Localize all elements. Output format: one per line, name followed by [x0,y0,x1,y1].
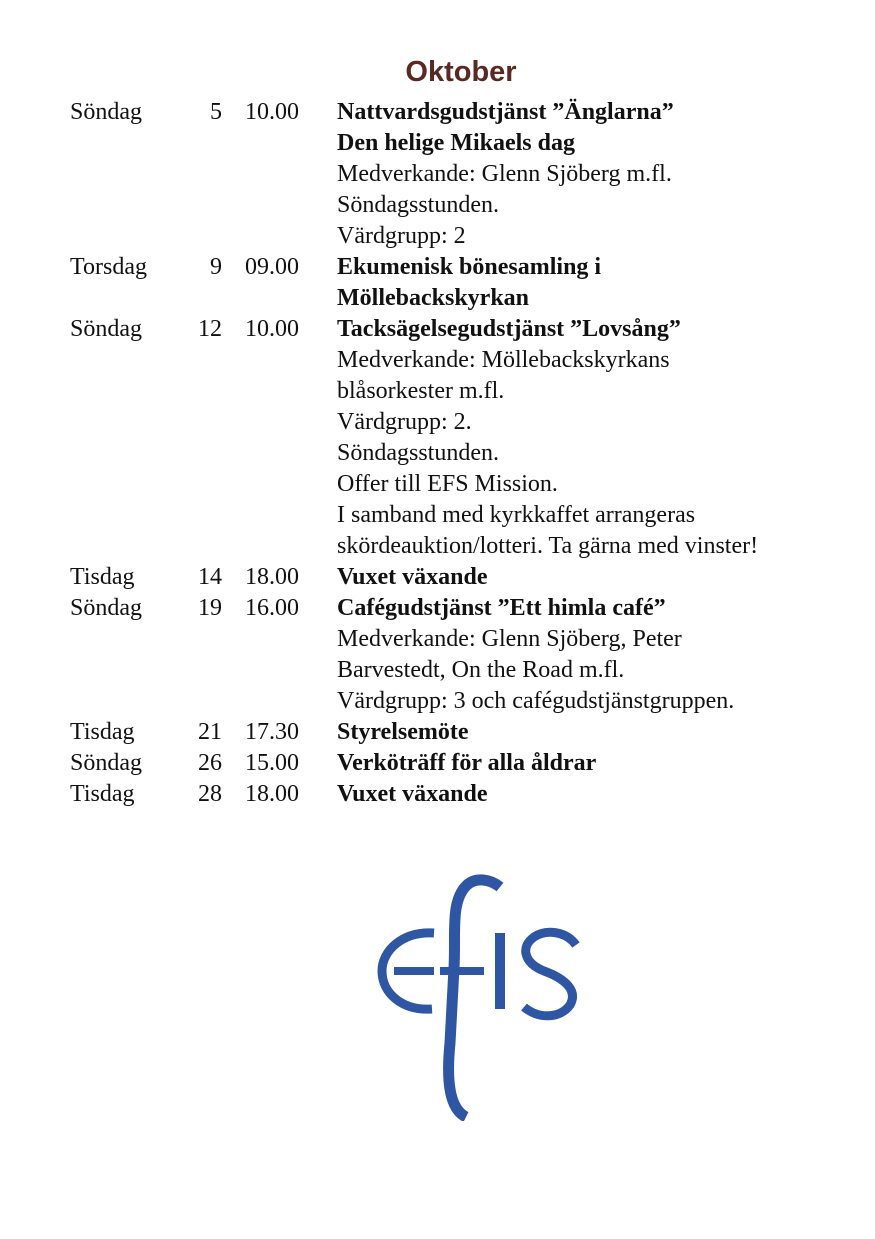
event-description [337,562,860,593]
event-detail-line: skördeauktion/lotteri. Ta gärna med vinster! [337,533,759,559]
event-date: 26 [198,750,222,776]
event-date: 14 [198,564,222,590]
event-description [337,717,860,748]
event-detail-line: Söndagsstunden. [337,440,499,466]
event-detail-line: Medverkande: Glenn Sjöberg, Peter [337,626,682,652]
event-day: Söndag [70,99,142,125]
event-day: Söndag [70,595,142,621]
event-day: Söndag [70,750,142,776]
event-title-line: Cafégudstjänst ”Ett himla café” [337,595,666,621]
event-day: Tisdag [70,719,135,745]
event-title-line: Nattvardsgudstjänst ”Änglarna” [337,99,674,125]
event-row [70,717,860,748]
event-detail-line: Söndagsstunden. [337,192,499,218]
event-detail-line: Barvestedt, On the Road m.fl. [337,657,625,683]
event-schedule [70,97,860,810]
event-time: 17.30 [245,719,299,745]
event-detail-line: Värdgrupp: 2 [337,223,466,249]
event-time: 16.00 [245,595,299,621]
event-date: 9 [210,254,222,280]
event-time: 15.00 [245,750,299,776]
event-time: 09.00 [245,254,299,280]
event-title-line: Ekumenisk bönesamling i [337,254,602,280]
event-date: 21 [198,719,222,745]
event-title-line: Tacksägelsegudstjänst ”Lovsång” [337,316,681,342]
event-detail-line: Offer till EFS Mission. [337,471,558,497]
event-detail-line: Värdgrupp: 2. [337,409,472,435]
event-date: 19 [198,595,222,621]
event-description [337,314,860,562]
event-detail-line: Värdgrupp: 3 och cafégudstjänstgruppen. [337,688,735,714]
event-row [70,593,860,717]
event-time: 18.00 [245,781,299,807]
event-title-line: Vuxet växande [337,781,488,807]
event-time: 10.00 [245,99,299,125]
event-description [337,593,860,717]
event-date: 12 [198,316,222,342]
event-title-line: Vuxet växande [337,564,488,590]
event-day: Söndag [70,316,142,342]
event-title-line: Den helige Mikaels dag [337,130,575,156]
event-detail-line: blåsorkester m.fl. [337,378,505,404]
event-row [70,779,860,810]
event-date: 5 [210,99,222,125]
event-description [337,779,860,810]
event-row [70,252,860,314]
event-title-line: Verköträff för alla åldrar [337,750,597,776]
event-day: Torsdag [70,254,147,280]
event-row [70,562,860,593]
event-day: Tisdag [70,781,135,807]
event-detail-line: Medverkande: Glenn Sjöberg m.fl. [337,161,672,187]
event-time: 10.00 [245,316,299,342]
event-detail-line: I samband med kyrkkaffet arrangeras [337,502,696,528]
event-description [337,252,860,314]
event-description [337,97,860,252]
event-title-line: Styrelsemöte [337,719,469,745]
event-title-line: Möllebackskyrkan [337,285,530,311]
event-description [337,748,860,779]
event-date: 28 [198,781,222,807]
event-detail-line: Medverkande: Möllebackskyrkans [337,347,670,373]
event-row [70,314,860,562]
page-title: Oktober [405,56,517,88]
efs-logo-icon [372,873,584,1121]
event-row [70,748,860,779]
event-day: Tisdag [70,564,135,590]
event-time: 18.00 [245,564,299,590]
event-row [70,97,860,252]
